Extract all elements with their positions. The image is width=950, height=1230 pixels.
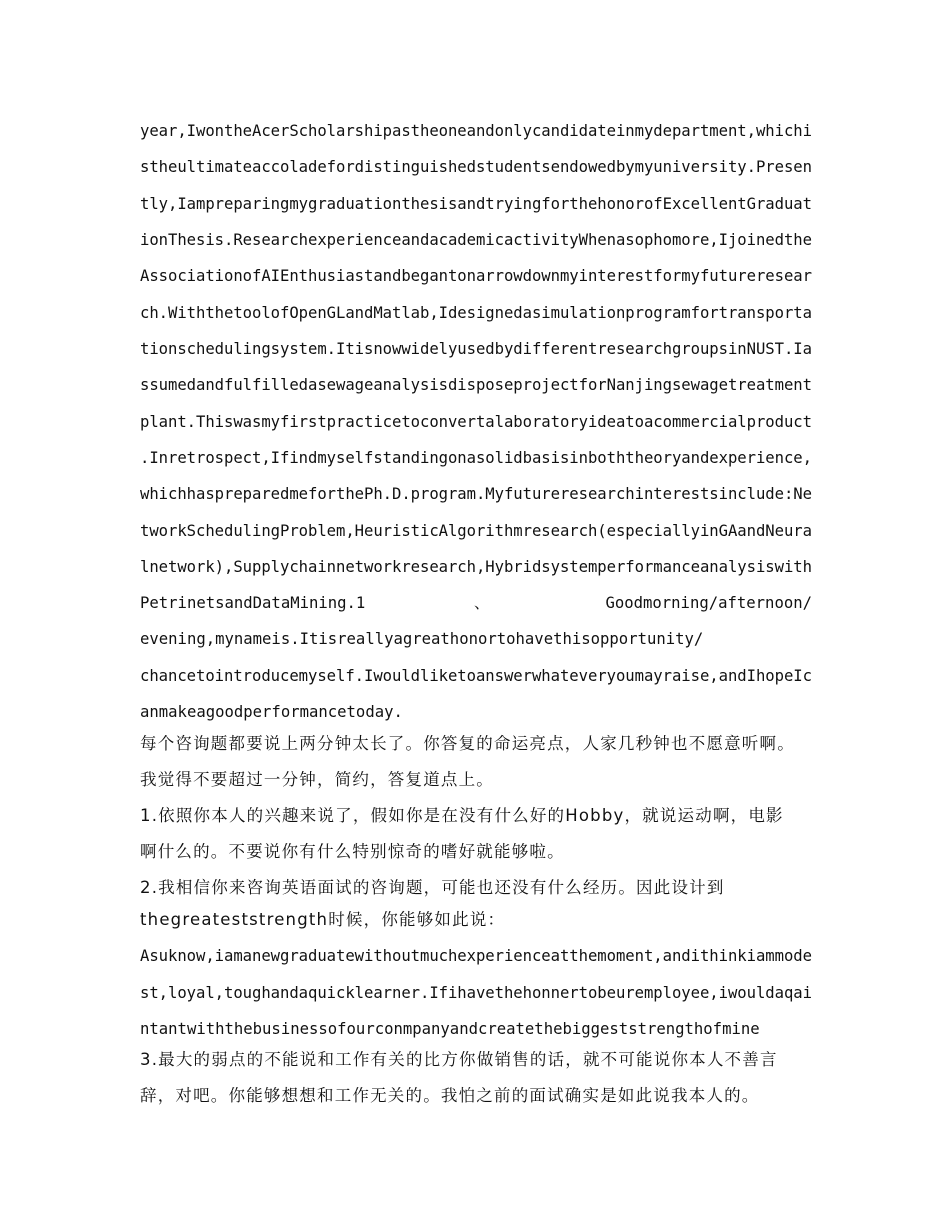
text-line: .Inretrospect,Ifindmyselfstandingonasolidbasisinboththeoryandexperience, <box>140 449 812 467</box>
text-line: ch.WiththetoolofOpenGLandMatlab,Idesignedasimulationprogramfortransporta <box>140 304 812 322</box>
text-line: stheultimateaccoladefordistinguishedstudentsendowedbymyuniversity.Presen <box>140 158 812 176</box>
text-line: anmakeagoodperformancetoday. <box>140 703 403 721</box>
text-line: AssociationofAIEnthusiastandbegantonarrowdownmyinterestformyfutureresear <box>140 267 812 285</box>
sample-answer-line: st,loyal,toughandaquicklearner.Ifihavethehonnertobeuremployee,iwouldaqai <box>140 984 812 1002</box>
text-line: chancetointroducemyself.Iwouldliketoanswerwhateveryoumayraise,andIhopeIc <box>140 667 812 685</box>
text-line: evening,mynameis.Itisreallyagreathonortohavethisopportunity/ <box>140 630 704 648</box>
text-line: plant.Thiswasmyfirstpracticetoconvertalaboratoryideatoacommercialproduct <box>140 413 812 431</box>
item-1-line: 啊什么的。不要说你有什么特别惊奇的嗜好就能够啦。 <box>140 842 565 861</box>
item-2-line: 2.我相信你来咨询英语面试的咨询题，可能也还没有什么经历。因此设计到 <box>140 878 725 897</box>
text-line: whichhaspreparedmeforthePh.D.program.Myfutureresearchinterestsinclude:Ne <box>140 485 812 503</box>
split-line-left: PetrinetsandDataMining.1 <box>140 594 366 612</box>
text-line: year,IwontheAcerScholarshipastheoneandonlycandidateinmydepartment,whichi <box>140 122 812 140</box>
text-line: tionschedulingsystem.ItisnowwidelyusedbydifferentresearchgroupsinNUST.Ia <box>140 340 812 358</box>
item-1-line: 1.依照你本人的兴趣来说了，假如你是在没有什么好的Hobby，就说运动啊，电影 <box>140 806 784 825</box>
item-3-line: 3.最大的弱点的不能说和工作有关的比方你做销售的话，就不可能说你本人不善言 <box>140 1050 778 1069</box>
chinese-intro-line: 我觉得不要超过一分钟，简约，答复道点上。 <box>140 770 494 789</box>
item-2-line: thegreateststrength时候，你能够如此说： <box>140 910 506 929</box>
sample-answer-line: ntantwiththebusinessofourconmpanyandcreatethebiggeststrengthofmine <box>140 1020 760 1038</box>
text-line: tly,IampreparingmygraduationthesisandtryingforthehonorofExcellentGraduat <box>140 195 812 213</box>
text-line: ionThesis.ResearchexperienceandacademicactivityWhenasophomore,Ijoinedthe <box>140 231 812 249</box>
split-line-right: Goodmorning/afternoon/ <box>605 594 812 612</box>
sample-answer-line: Asuknow,iamanewgraduatewithoutmuchexperienceatthemoment,andithinkiammode <box>140 947 812 965</box>
item-3-line: 辞，对吧。你能够想想和工作无关的。我怕之前的面试确实是如此说我本人的。 <box>140 1086 760 1105</box>
text-line: ssumedandfulfilledasewageanalysisdisposeprojectforNanjingsewagetreatment <box>140 376 812 394</box>
text-line: tworkSchedulingProblem,HeuristicAlgorithmresearch(especiallyinGAandNeura <box>140 522 812 540</box>
text-line: lnetwork),Supplychainnetworkresearch,Hybridsystemperformanceanalysiswith <box>140 558 812 576</box>
chinese-intro-line: 每个咨询题都要说上两分钟太长了。你答复的命运亮点，人家几秒钟也不愿意听啊。 <box>140 734 795 753</box>
split-line-middle: 、 <box>474 594 490 612</box>
